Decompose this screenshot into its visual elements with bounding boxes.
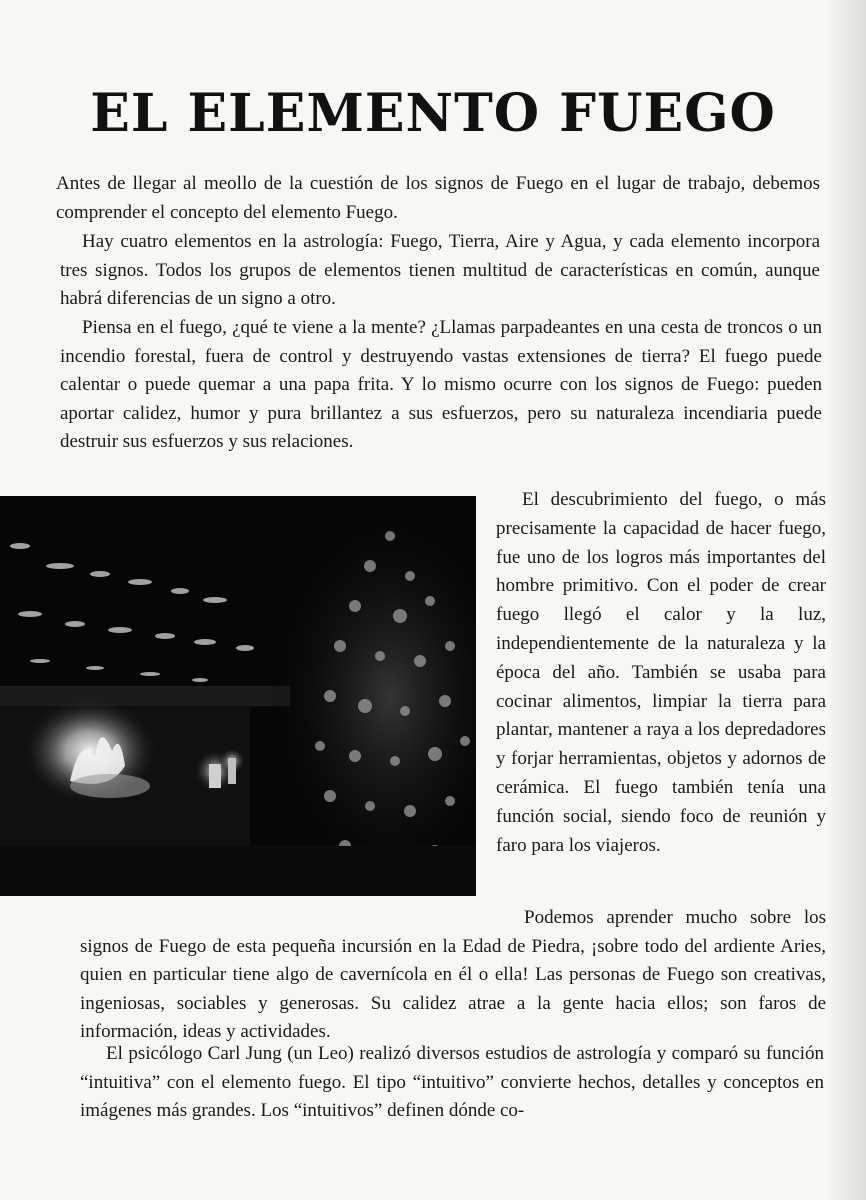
- page-edge-shadow: [826, 0, 866, 1200]
- paragraph-elements: Hay cuatro elementos en la astrología: Fuego, Tierra, Aire y Agua, y cada elemento incorpora tres signos. Todos los grupos de elementos tienen multitud de características en común, aunque habrá diferencias de un signo a otro.: [60, 231, 820, 309]
- fireplace-photo: [0, 496, 476, 896]
- page-title: EL ELEMENTO FUEGO: [90, 82, 776, 144]
- paragraph-discovery: El descubrimiento del fuego, o más precisamente la capacidad de hacer fuego, fue uno de los logros más importantes del hombre primitivo. Con el poder de crear fuego llegó el calor y la luz, independientemente de la naturaleza y la época del año. También se usaba para cocinar alimentos, limpiar la tierra para plantar, mantener a raya a los depredadores y forjar herramientas, objetos y adornos de cerámica. El fuego también tenía una función social, siendo foco de reunión y faro para los viajeros.: [496, 489, 826, 856]
- paragraph-intro: Antes de llegar al meollo de la cuestión de los signos de Fuego en el lugar de trabajo, debemos comprender el concepto del elemento Fuego.: [56, 173, 820, 223]
- paragraph-jung: El psicólogo Carl Jung (un Leo) realizó diversos estudios de astrología y comparó su función “intuitiva” con el elemento fuego. El tipo “intuitivo” convierte hechos, detalles y conceptos en imágenes más grandes. Los “intuitivos” definen dónde co-: [80, 1043, 824, 1121]
- paragraph-stone-age: Podemos aprender mucho sobre los signos de Fuego de esta pequeña incursión en la Edad de Piedra, ¡sobre todo del ardiente Aries, quien en particular tiene algo de cavernícola en él o ella! Las personas de Fuego son creativas, ingeniosas, sociables y generosas. Su calidez atrae a la gente hacia ellos; son faros de información, ideas y actividades.: [80, 907, 826, 1042]
- paragraph-think-fire: Piensa en el fuego, ¿qué te viene a la mente? ¿Llamas parpadeantes en una cesta de troncos o un incendio forestal, fuera de control y destruyendo vastas extensiones de tierra? El fuego puede calentar o puede quemar a una papa frita. Y lo mismo ocurre con los signos de Fuego: pueden aportar calidez, humor y pura brillantez a sus esfuerzos, pero su naturaleza incendiaria puede destruir sus esfuerzos y sus relaciones.: [60, 317, 822, 452]
